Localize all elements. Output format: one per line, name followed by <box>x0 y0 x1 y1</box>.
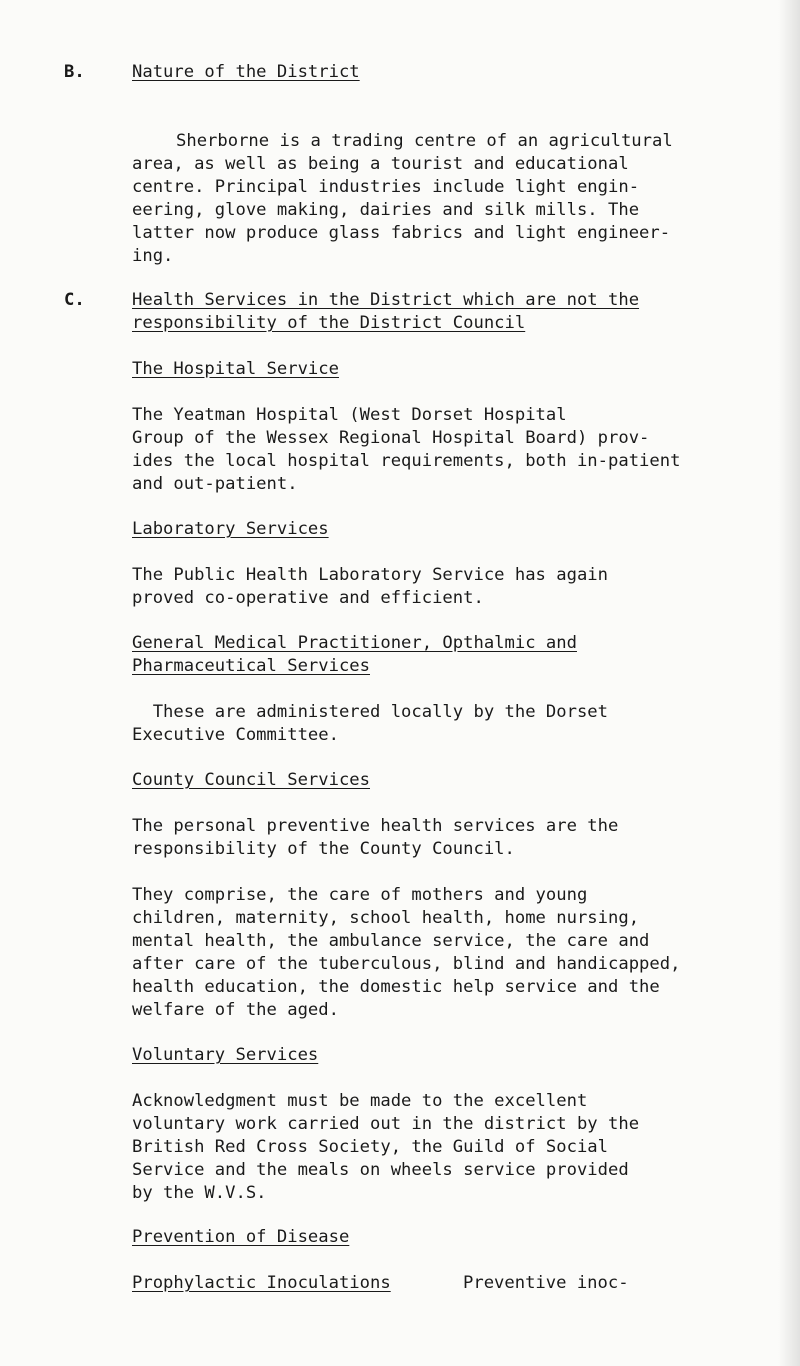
hospital-line-3: ides the local hospital requirements, both in-patient <box>132 451 681 471</box>
county-para2-line-2: children, maternity, school health, home nursing, <box>132 908 640 928</box>
county-para2-line-1: They comprise, the care of mothers and young <box>132 885 588 905</box>
gp-heading-line-1: General Medical Practitioner, Opthalmic and <box>132 633 577 653</box>
laboratory-line-1: The Public Health Laboratory Service has again <box>132 565 608 585</box>
section-b-line-6: ing. <box>132 246 174 266</box>
section-c-heading-line-1: Health Services in the District which are not the <box>132 290 640 310</box>
gp-line-1: These are administered locally by the Dorset <box>132 702 608 722</box>
voluntary-line-2: voluntary work carried out in the district by the <box>132 1114 640 1134</box>
section-c-letter: C. <box>64 290 85 310</box>
county-para2-line-4: after care of the tuberculous, blind and handicapped, <box>132 954 681 974</box>
gp-line-2: Executive Committee. <box>132 725 339 745</box>
county-para2-line-5: health education, the domestic help service and the <box>132 977 660 997</box>
county-para2-line-3: mental health, the ambulance service, the care and <box>132 931 650 951</box>
section-b-line-3: centre. Principal industries include light engin- <box>132 177 640 197</box>
section-b-line-5: latter now produce glass fabrics and light engineer- <box>132 223 671 243</box>
hospital-heading: The Hospital Service <box>132 359 339 379</box>
voluntary-line-5: by the W.V.S. <box>132 1183 267 1203</box>
prevention-heading: Prevention of Disease <box>132 1227 350 1247</box>
section-b-line-4: eering, glove making, dairies and silk mills. The <box>132 200 640 220</box>
laboratory-line-2: proved co-operative and efficient. <box>132 588 484 608</box>
voluntary-line-3: British Red Cross Society, the Guild of Social <box>132 1137 608 1157</box>
section-b-line-2: area, as well as being a tourist and educational <box>132 154 629 174</box>
county-heading: County Council Services <box>132 770 370 790</box>
hospital-line-4: and out-patient. <box>132 474 298 494</box>
hospital-line-2: Group of the Wessex Regional Hospital Board) prov- <box>132 428 650 448</box>
hospital-line-1: The Yeatman Hospital (West Dorset Hospital <box>132 405 567 425</box>
page-edge-shadow <box>778 0 800 1366</box>
gp-heading-line-2: Pharmaceutical Services <box>132 656 370 676</box>
county-para1-line-2: responsibility of the County Council. <box>132 839 515 859</box>
section-b-line-1: Sherborne is a trading centre of an agricultural <box>176 131 673 151</box>
county-para1-line-1: The personal preventive health services are the <box>132 816 619 836</box>
section-b-heading: Nature of the District <box>132 62 360 82</box>
voluntary-line-1: Acknowledgment must be made to the excellent <box>132 1091 588 1111</box>
voluntary-heading: Voluntary Services <box>132 1045 319 1065</box>
section-b-letter: B. <box>64 62 85 82</box>
section-c-heading-line-2: responsibility of the District Council <box>132 313 526 333</box>
prevention-first-line-rest: Preventive inoc- <box>463 1273 629 1293</box>
county-para2-line-6: welfare of the aged. <box>132 1000 339 1020</box>
laboratory-heading: Laboratory Services <box>132 519 329 539</box>
prophylactic-subheading: Prophylactic Inoculations <box>132 1273 391 1293</box>
voluntary-line-4: Service and the meals on wheels service provided <box>132 1160 629 1180</box>
